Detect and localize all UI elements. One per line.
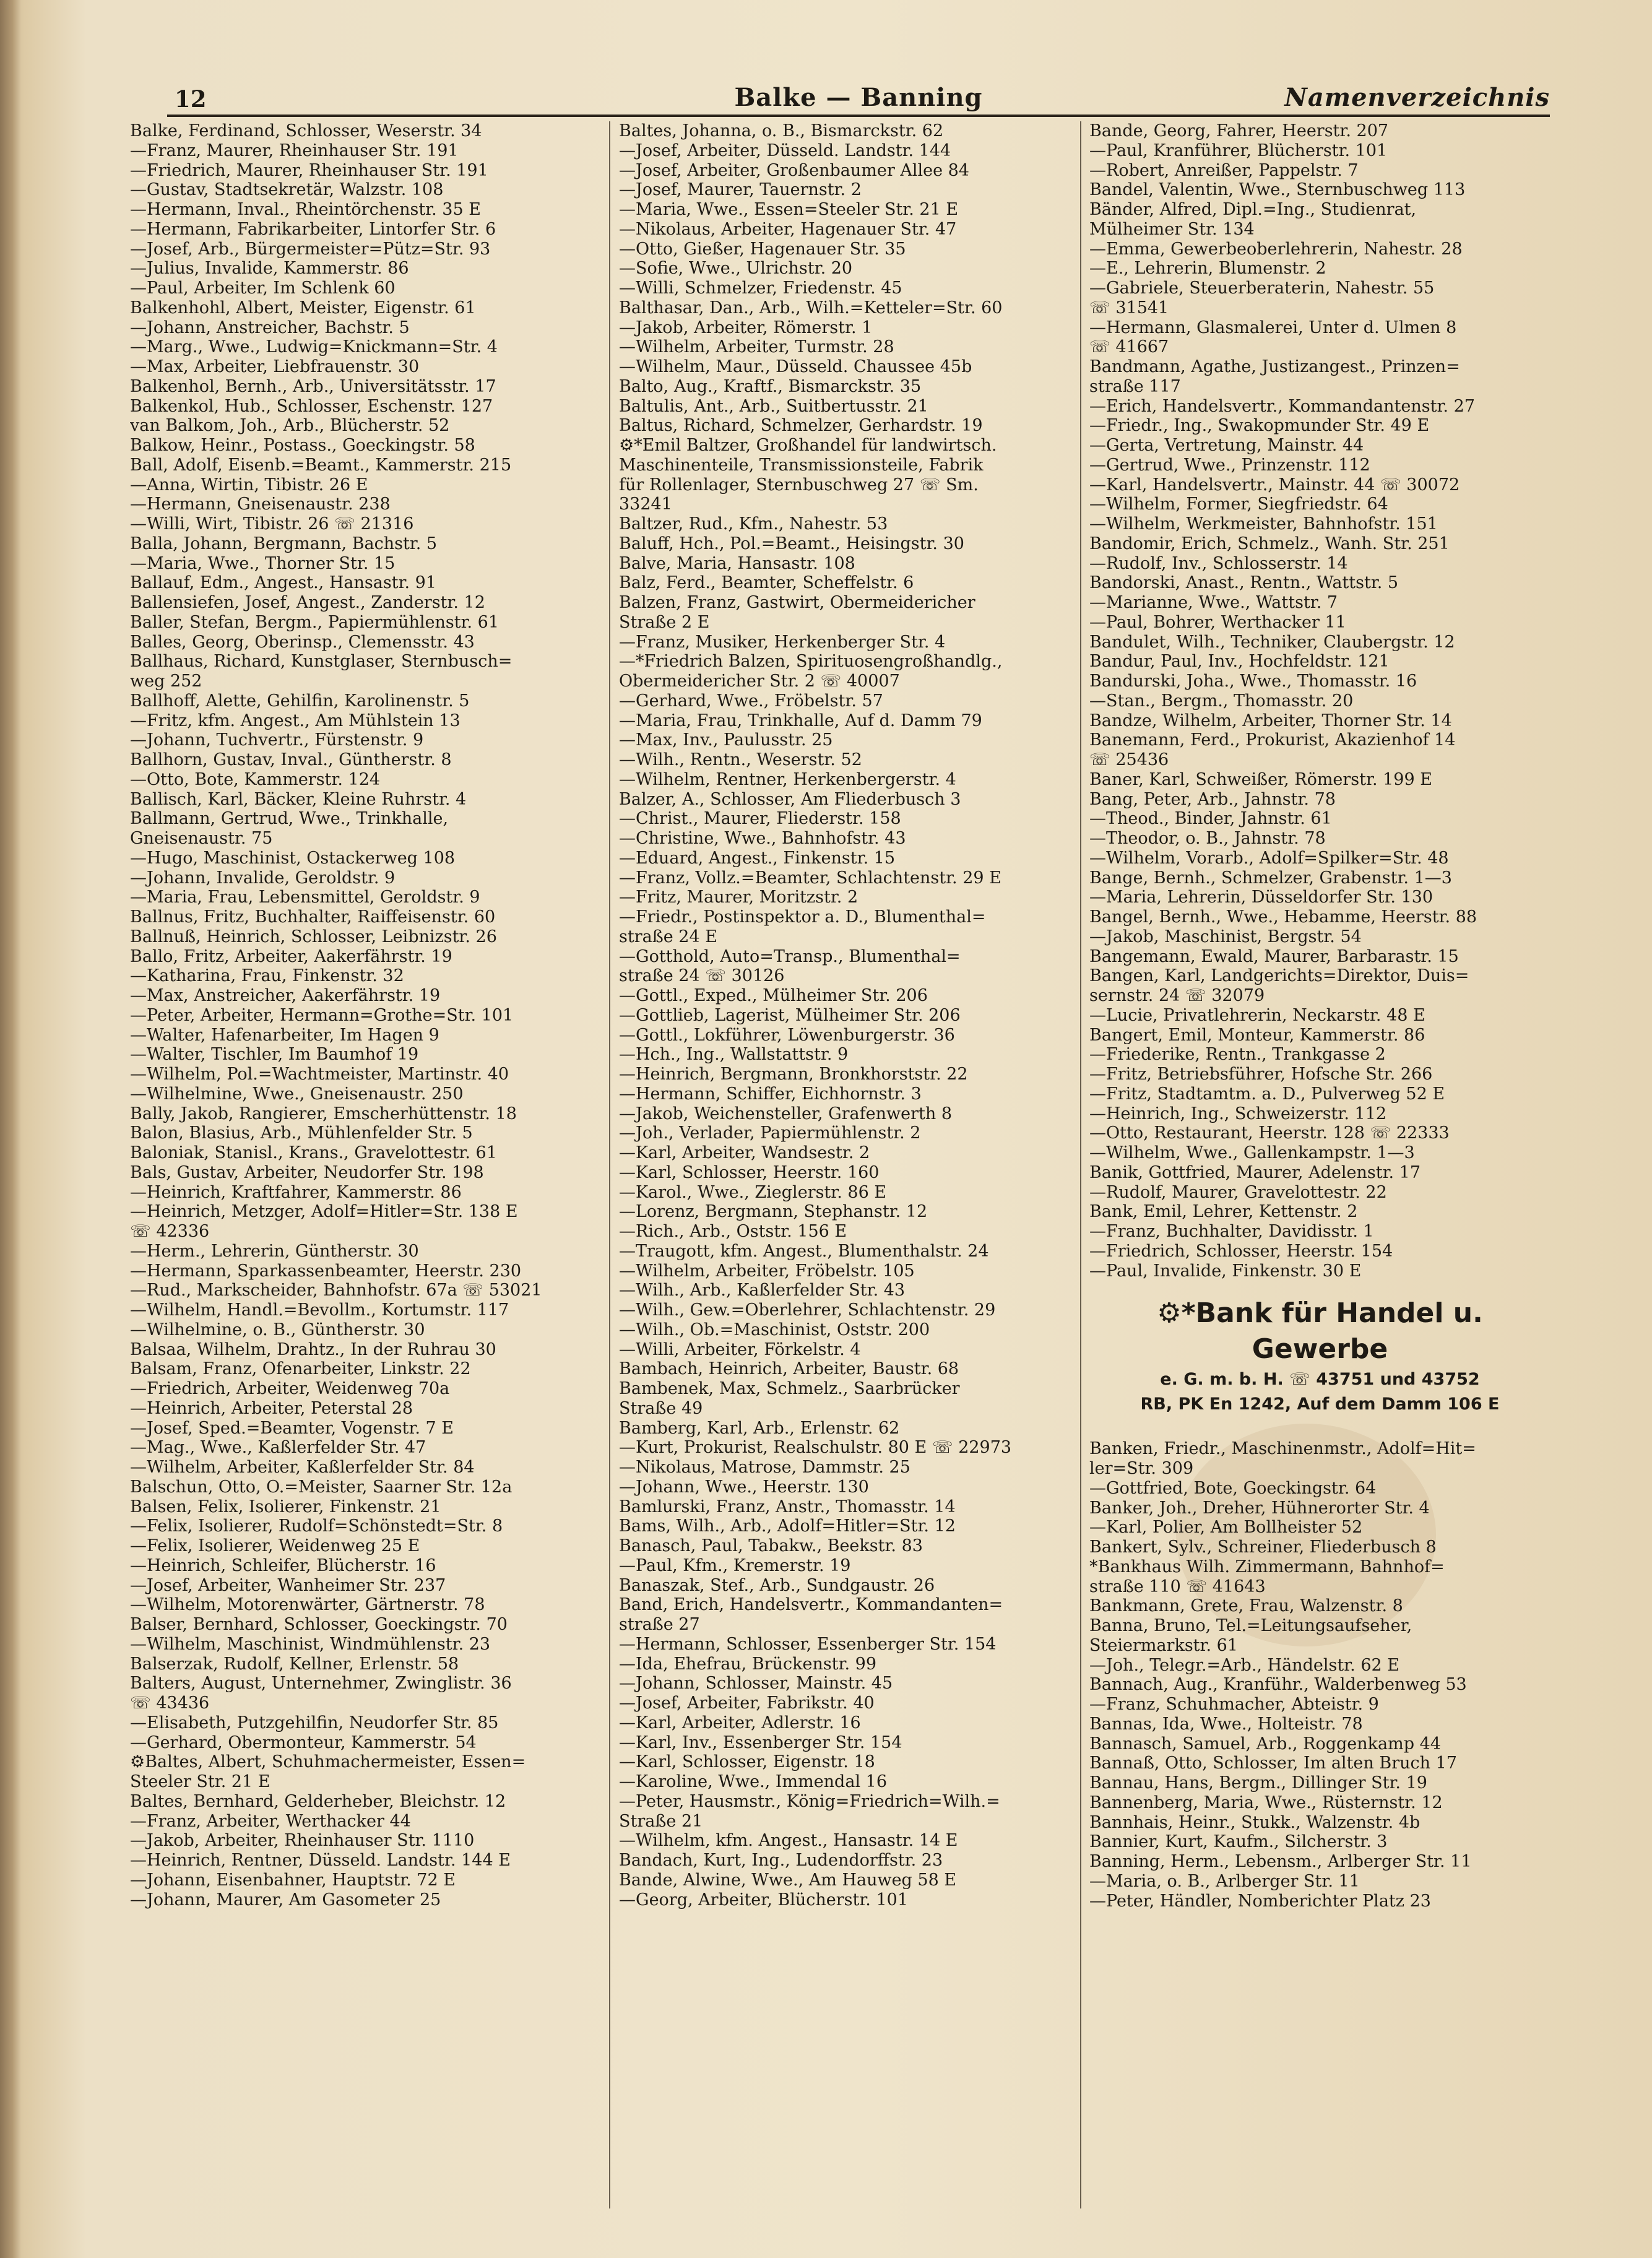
directory-entry: Banik, Gottfried, Maurer, Adelenstr. 17 bbox=[1089, 1162, 1421, 1182]
directory-entry: straße 117 bbox=[1089, 376, 1181, 396]
directory-entry: Balzer, A., Schlosser, Am Fliederbusch 3 bbox=[619, 789, 961, 809]
directory-entry: Bannau, Hans, Bergm., Dillinger Str. 19 bbox=[1089, 1773, 1427, 1793]
column-divider bbox=[1080, 121, 1081, 2208]
directory-entry: —Gottl., Exped., Mülheimer Str. 206 bbox=[619, 986, 928, 1005]
directory-entry: Ballhaus, Richard, Kunstglaser, Sternbusch= bbox=[130, 652, 512, 672]
directory-entry: —Wilhelm, Rentner, Herkenbergerstr. 4 bbox=[619, 769, 956, 789]
directory-entry: Ballmann, Gertrud, Wwe., Trinkhalle, bbox=[130, 809, 449, 829]
directory-entry: Baltes, Johanna, o. B., Bismarckstr. 62 bbox=[619, 121, 944, 141]
directory-entry: —Johann, Anstreicher, Bachstr. 5 bbox=[130, 318, 410, 337]
directory-entry: —Karoline, Wwe., Immendal 16 bbox=[619, 1772, 888, 1791]
directory-entry: —Peter, Hausmstr., König=Friedrich=Wilh.= bbox=[619, 1791, 1000, 1811]
directory-entry: —Georg, Arbeiter, Blücherstr. 101 bbox=[619, 1890, 909, 1910]
directory-entry: —Wilhelm, Maschinist, Windmühlenstr. 23 bbox=[130, 1634, 491, 1654]
directory-entry: —Franz, Musiker, Herkenberger Str. 4 bbox=[619, 632, 946, 652]
directory-entry: —Wilhelm, Arbeiter, Fröbelstr. 105 bbox=[619, 1261, 915, 1281]
directory-entry: —*Friedrich Balzen, Spirituosengroßhandlg., bbox=[619, 652, 1003, 672]
directory-entry: —Friedrich, Maurer, Rheinhauser Str. 191 bbox=[130, 160, 488, 180]
directory-entry: —Maria, Frau, Trinkhalle, Auf d. Damm 79 bbox=[619, 711, 982, 730]
directory-entry: straße 24 ☏ 30126 bbox=[619, 966, 785, 986]
directory-entry: Bande, Alwine, Wwe., Am Hauweg 58 E bbox=[619, 1870, 957, 1890]
directory-entry: Bange, Bernh., Schmelzer, Grabenstr. 1—3 bbox=[1089, 868, 1452, 888]
directory-entry: —Heinrich, Arbeiter, Peterstal 28 bbox=[130, 1398, 413, 1418]
directory-entry: —Hermann, Inval., Rheintörchenstr. 35 E bbox=[130, 200, 481, 219]
directory-entry: Bambach, Heinrich, Arbeiter, Baustr. 68 bbox=[619, 1359, 959, 1379]
directory-entry: Baluff, Hch., Pol.=Beamt., Heisingstr. 30 bbox=[619, 534, 964, 553]
directory-entry: Baller, Stefan, Bergm., Papiermühlenstr. 61 bbox=[130, 612, 499, 632]
directory-entry: Balserzak, Rudolf, Kellner, Erlenstr. 58 bbox=[130, 1654, 459, 1674]
directory-entry: —Jakob, Maschinist, Bergstr. 54 bbox=[1089, 927, 1362, 946]
directory-entry: —Wilh., Rentn., Weserstr. 52 bbox=[619, 750, 862, 769]
directory-entry: Bams, Wilh., Arb., Adolf=Hitler=Str. 12 bbox=[619, 1516, 956, 1536]
directory-entry: —Karl, Schlosser, Eigenstr. 18 bbox=[619, 1752, 875, 1772]
directory-entry: —Wilhelm, Wwe., Gallenkampstr. 1—3 bbox=[1089, 1143, 1415, 1162]
directory-entry: Bannasch, Samuel, Arb., Roggenkamp 44 bbox=[1089, 1734, 1441, 1754]
directory-entry: —Gottl., Lokführer, Löwenburgerstr. 36 bbox=[619, 1025, 955, 1045]
directory-entry: —Josef, Maurer, Tauernstr. 2 bbox=[619, 180, 862, 200]
page-binding-edge bbox=[0, 0, 21, 2258]
directory-entry: Bannier, Kurt, Kaufm., Silcherstr. 3 bbox=[1089, 1832, 1388, 1852]
directory-entry: —Karl, Schlosser, Heerstr. 160 bbox=[619, 1162, 880, 1182]
directory-entry: —Josef, Arbeiter, Wanheimer Str. 237 bbox=[130, 1575, 446, 1595]
header-rule bbox=[167, 115, 1550, 117]
directory-entry: —Paul, Arbeiter, Im Schlenk 60 bbox=[130, 279, 396, 298]
directory-entry: ☏ 42336 bbox=[130, 1222, 210, 1241]
directory-entry: —Gottfried, Bote, Goeckingstr. 64 bbox=[1089, 1478, 1377, 1498]
directory-entry: Steiermarkstr. 61 bbox=[1089, 1635, 1238, 1655]
directory-entry: Balters, August, Unternehmer, Zwinglistr. 36 bbox=[130, 1674, 512, 1694]
bank-advertisement bbox=[1089, 1292, 1550, 1425]
directory-entry: —Friederike, Rentn., Trankgasse 2 bbox=[1089, 1045, 1386, 1065]
directory-entry: —Wilhelm, Maur., Düsseld. Chaussee 45b bbox=[619, 357, 972, 376]
ad-line: e. G. m. b. H. ☏ 43751 und 43752 bbox=[1160, 1370, 1480, 1390]
directory-entry: —Joh., Verlader, Papiermühlenstr. 2 bbox=[619, 1123, 921, 1143]
directory-entry: für Rollenlager, Sternbuschweg 27 ☏ Sm. bbox=[619, 475, 979, 495]
directory-entry: Bannhais, Heinr., Stukk., Walzenstr. 4b bbox=[1089, 1812, 1421, 1832]
directory-entry: ☏ 25436 bbox=[1089, 750, 1169, 769]
directory-entry: —Karl, Arbeiter, Wandsestr. 2 bbox=[619, 1143, 870, 1162]
running-title: Balke — Banning bbox=[734, 83, 983, 112]
directory-entry: Banken, Friedr., Maschinenmstr., Adolf=Hit= bbox=[1089, 1439, 1476, 1459]
directory-entry: Straße 2 E bbox=[619, 612, 710, 632]
directory-entry: —Wilhelmine, o. B., Güntherstr. 30 bbox=[130, 1320, 425, 1339]
ad-title: ⚙*Bank für Handel u. Gewerbe bbox=[1157, 1297, 1483, 1365]
directory-entry: —Heinrich, Metzger, Adolf=Hitler=Str. 138 E bbox=[130, 1202, 518, 1222]
directory-entry: Bandel, Valentin, Wwe., Sternbuschweg 113 bbox=[1089, 180, 1466, 200]
column-divider bbox=[609, 121, 610, 2208]
directory-entry: —Fritz, Betriebsführer, Hofsche Str. 266 bbox=[1089, 1065, 1433, 1084]
directory-entry: —Franz, Schuhmacher, Abteistr. 9 bbox=[1089, 1695, 1379, 1714]
directory-entry: —Peter, Händler, Nomberichter Platz 23 bbox=[1089, 1891, 1431, 1911]
directory-entry: —Max, Inv., Paulusstr. 25 bbox=[619, 730, 833, 750]
directory-entry: —Wilhelm, Handl.=Bevollm., Kortumstr. 117 bbox=[130, 1300, 509, 1320]
directory-entry: Ballnus, Fritz, Buchhalter, Raiffeisenstr. 60 bbox=[130, 907, 496, 927]
directory-entry: ler=Str. 309 bbox=[1089, 1459, 1194, 1478]
directory-entry: —Josef, Arb., Bürgermeister=Pütz=Str. 93 bbox=[130, 239, 491, 259]
directory-entry: —Josef, Arbeiter, Düsseld. Landstr. 144 bbox=[619, 141, 951, 160]
directory-entry: —Gustav, Stadtsekretär, Walzstr. 108 bbox=[130, 180, 444, 200]
directory-entry: Ballo, Fritz, Arbeiter, Aakerfährstr. 19 bbox=[130, 946, 452, 966]
directory-entry: Balto, Aug., Kraftf., Bismarckstr. 35 bbox=[619, 376, 922, 396]
directory-entry: —Herm., Lehrerin, Güntherstr. 30 bbox=[130, 1241, 419, 1261]
directory-entry: —Friedr., Postinspektor a. D., Blumenthal= bbox=[619, 907, 986, 927]
directory-entry: Bande, Georg, Fahrer, Heerstr. 207 bbox=[1089, 121, 1389, 141]
directory-entry: —Otto, Bote, Kammerstr. 124 bbox=[130, 769, 381, 789]
directory-entry: —Heinrich, Rentner, Düsseld. Landstr. 144 E bbox=[130, 1851, 511, 1870]
directory-entry: —Wilhelm, Arbeiter, Kaßlerfelder Str. 84 bbox=[130, 1458, 475, 1477]
directory-entry: Bankert, Sylv., Schreiner, Fliederbusch 8 bbox=[1089, 1538, 1437, 1557]
directory-entry: Ballhoff, Alette, Gehilfin, Karolinenstr. 5 bbox=[130, 691, 470, 711]
page-number: 12 bbox=[175, 85, 207, 113]
directory-entry: —Max, Anstreicher, Aakerfährstr. 19 bbox=[130, 986, 441, 1005]
directory-entry: —Franz, Maurer, Rheinhauser Str. 191 bbox=[130, 141, 459, 160]
directory-entry: —Johann, Tuchvertr., Fürstenstr. 9 bbox=[130, 730, 424, 750]
directory-entry: sernstr. 24 ☏ 32079 bbox=[1089, 986, 1265, 1005]
directory-entry: Straße 49 bbox=[619, 1398, 703, 1418]
directory-entry: —Wilhelm, Pol.=Wachtmeister, Martinstr. 40 bbox=[130, 1065, 509, 1084]
directory-entry: —Christ., Maurer, Fliederstr. 158 bbox=[619, 809, 901, 829]
directory-entry: Bandomir, Erich, Schmelz., Wanh. Str. 251 bbox=[1089, 534, 1450, 553]
column-2 bbox=[619, 121, 1080, 2221]
directory-entry: Balsen, Felix, Isolierer, Finkenstr. 21 bbox=[130, 1497, 441, 1516]
directory-entry: Balser, Bernhard, Schlosser, Goeckingstr. 70 bbox=[130, 1615, 508, 1634]
directory-entry: Bannaß, Otto, Schlosser, Im alten Bruch 17 bbox=[1089, 1754, 1457, 1773]
directory-entry: —Josef, Sped.=Beamter, Vogenstr. 7 E bbox=[130, 1418, 454, 1438]
directory-entry: —Wilhelm, Arbeiter, Turmstr. 28 bbox=[619, 337, 894, 357]
directory-entry: —Lorenz, Bergmann, Stephanstr. 12 bbox=[619, 1202, 928, 1222]
directory-entry: Bangen, Karl, Landgerichts=Direktor, Duis= bbox=[1089, 966, 1469, 986]
directory-entry: Balkenhol, Bernh., Arb., Universitätsstr. 17 bbox=[130, 376, 496, 396]
directory-entry: —Julius, Invalide, Kammerstr. 86 bbox=[130, 259, 409, 279]
directory-entry: —Maria, Wwe., Essen=Steeler Str. 21 E bbox=[619, 200, 959, 219]
directory-entry: —Lucie, Privatlehrerin, Neckarstr. 48 E bbox=[1089, 1005, 1425, 1025]
directory-entry: Ball, Adolf, Eisenb.=Beamt., Kammerstr. 215 bbox=[130, 455, 512, 475]
directory-entry: —Christine, Wwe., Bahnhofstr. 43 bbox=[619, 829, 906, 848]
directory-entry: —Hermann, Glasmalerei, Unter d. Ulmen 8 bbox=[1089, 318, 1457, 337]
directory-entry: Balles, Georg, Oberinsp., Clemensstr. 43 bbox=[130, 632, 475, 652]
directory-entry: Ballensiefen, Josef, Angest., Zanderstr. 12 bbox=[130, 593, 485, 612]
directory-entry: —Mag., Wwe., Kaßlerfelder Str. 47 bbox=[130, 1438, 426, 1458]
directory-entry: Balsaa, Wilhelm, Drahtz., In der Ruhrau 30 bbox=[130, 1339, 496, 1359]
directory-entry: —Karol., Wwe., Zieglerstr. 86 E bbox=[619, 1182, 887, 1202]
directory-entry: —Otto, Gießer, Hagenauer Str. 35 bbox=[619, 239, 906, 259]
directory-entry: —Wilh., Arb., Kaßlerfelder Str. 43 bbox=[619, 1281, 906, 1300]
directory-entry: —Fritz, kfm. Angest., Am Mühlstein 13 bbox=[130, 711, 461, 730]
directory-entry: Bangemann, Ewald, Maurer, Barbarastr. 15 bbox=[1089, 946, 1459, 966]
directory-entry: —Wilhelm, Former, Siegfriedstr. 64 bbox=[1089, 495, 1388, 514]
directory-entry: Bannas, Ida, Wwe., Holteistr. 78 bbox=[1089, 1714, 1363, 1734]
directory-entry: Bandorski, Anast., Rentn., Wattstr. 5 bbox=[1089, 573, 1399, 593]
directory-entry: —Willi, Arbeiter, Förkelstr. 4 bbox=[619, 1339, 861, 1359]
directory-entry: Baner, Karl, Schweißer, Römerstr. 199 E bbox=[1089, 769, 1432, 789]
directory-entry: ⚙*Emil Baltzer, Großhandel für landwirtsch. bbox=[619, 436, 997, 455]
directory-entry: —Otto, Restaurant, Heerstr. 128 ☏ 22333 bbox=[1089, 1123, 1450, 1143]
directory-entry: —Gertrud, Wwe., Prinzenstr. 112 bbox=[1089, 455, 1370, 475]
directory-entry: —Rudolf, Inv., Schlosserstr. 14 bbox=[1089, 553, 1348, 573]
directory-entry: —Johann, Invalide, Geroldstr. 9 bbox=[130, 868, 396, 888]
ad-line: RB, PK En 1242, Auf dem Damm 106 E bbox=[1140, 1395, 1500, 1414]
directory-entry: —Paul, Invalide, Finkenstr. 30 E bbox=[1089, 1261, 1362, 1281]
directory-entry: Bank, Emil, Lehrer, Kettenstr. 2 bbox=[1089, 1202, 1358, 1222]
directory-entry: —Stan., Bergm., Thomasstr. 20 bbox=[1089, 691, 1354, 711]
directory-entry: —Ida, Ehefrau, Brückenstr. 99 bbox=[619, 1654, 876, 1674]
directory-entry: —Marg., Wwe., Ludwig=Knickmann=Str. 4 bbox=[130, 337, 498, 357]
directory-entry: —Hch., Ing., Wallstattstr. 9 bbox=[619, 1045, 849, 1065]
directory-entry: —Wilhelm, Motorenwärter, Gärtnerstr. 78 bbox=[130, 1595, 485, 1615]
directory-entry: Obermeidericher Str. 2 ☏ 40007 bbox=[619, 672, 900, 691]
directory-entry: —Heinrich, Schleifer, Blücherstr. 16 bbox=[130, 1555, 436, 1575]
directory-entry: —Wilhelmine, Wwe., Gneisenaustr. 250 bbox=[130, 1084, 464, 1104]
column-3 bbox=[1089, 121, 1550, 2221]
directory-entry: —Franz, Buchhalter, Davidisstr. 1 bbox=[1089, 1222, 1374, 1241]
directory-entry: Baloniak, Stanisl., Krans., Gravelottestr. 61 bbox=[130, 1143, 497, 1162]
directory-entry: ☏ 31541 bbox=[1089, 298, 1169, 318]
directory-entry: ☏ 43436 bbox=[130, 1694, 210, 1713]
directory-entry: —Rich., Arb., Oststr. 156 E bbox=[619, 1222, 847, 1241]
directory-entry: Bandulet, Wilh., Techniker, Claubergstr. 12 bbox=[1089, 632, 1455, 652]
directory-entry: Balthasar, Dan., Arb., Wilh.=Ketteler=Str. 60 bbox=[619, 298, 1003, 318]
section-title: Namenverzeichnis bbox=[1284, 83, 1550, 112]
directory-entry: —Eduard, Angest., Finkenstr. 15 bbox=[619, 848, 896, 868]
directory-entry: —Maria, Frau, Lebensmittel, Geroldstr. 9 bbox=[130, 888, 480, 907]
directory-entry: —Gerhard, Obermonteur, Kammerstr. 54 bbox=[130, 1732, 477, 1752]
directory-entry: *Bankhaus Wilh. Zimmermann, Bahnhof= bbox=[1089, 1557, 1445, 1577]
directory-entry: Mülheimer Str. 134 bbox=[1089, 219, 1255, 239]
directory-entry: ☏ 41667 bbox=[1089, 337, 1169, 357]
directory-entry: Bals, Gustav, Arbeiter, Neudorfer Str. 198 bbox=[130, 1162, 484, 1182]
directory-entry: Bannach, Aug., Kranführ., Walderbenweg 53 bbox=[1089, 1675, 1467, 1695]
directory-entry: —Kurt, Prokurist, Realschulstr. 80 E ☏ 22973 bbox=[619, 1438, 1012, 1458]
directory-entry: Balkenhohl, Albert, Meister, Eigenstr. 61 bbox=[130, 298, 476, 318]
directory-entry: Ballhorn, Gustav, Inval., Güntherstr. 8 bbox=[130, 750, 452, 769]
directory-entry: —Nikolaus, Arbeiter, Hagenauer Str. 47 bbox=[619, 219, 957, 239]
directory-entry: —E., Lehrerin, Blumenstr. 2 bbox=[1089, 259, 1326, 279]
directory-entry: Bambenek, Max, Schmelz., Saarbrücker bbox=[619, 1379, 960, 1398]
directory-entry: Banning, Herm., Lebensm., Arlberger Str. 11 bbox=[1089, 1852, 1472, 1871]
directory-entry: Bandur, Paul, Inv., Hochfeldstr. 121 bbox=[1089, 652, 1390, 672]
directory-entry: Bankmann, Grete, Frau, Walzenstr. 8 bbox=[1089, 1596, 1403, 1616]
directory-entry: —Willi, Schmelzer, Friedenstr. 45 bbox=[619, 279, 902, 298]
directory-entry: Balon, Blasius, Arb., Mühlenfelder Str. 5 bbox=[130, 1123, 473, 1143]
directory-entry: —Johann, Schlosser, Mainstr. 45 bbox=[619, 1674, 893, 1694]
directory-entry: Balla, Johann, Bergmann, Bachstr. 5 bbox=[130, 534, 438, 553]
directory-entry: —Willi, Wirt, Tibistr. 26 ☏ 21316 bbox=[130, 514, 414, 534]
directory-entry: —Heinrich, Bergmann, Bronkhorststr. 22 bbox=[619, 1065, 968, 1084]
directory-entry: Ballisch, Karl, Bäcker, Kleine Ruhrstr. 4 bbox=[130, 789, 467, 809]
directory-entry: —Jakob, Arbeiter, Rheinhauser Str. 1110 bbox=[130, 1831, 475, 1851]
directory-entry: —Rud., Markscheider, Bahnhofstr. 67a ☏ 53021 bbox=[130, 1281, 542, 1300]
directory-entry: Banker, Joh., Dreher, Hühnerorter Str. 4 bbox=[1089, 1498, 1430, 1518]
directory-entry: —Karl, Inv., Essenberger Str. 154 bbox=[619, 1732, 902, 1752]
directory-entry: —Fritz, Maurer, Moritzstr. 2 bbox=[619, 888, 858, 907]
directory-entry: Bamberg, Karl, Arb., Erlenstr. 62 bbox=[619, 1418, 900, 1438]
directory-entry: Bang, Peter, Arb., Jahnstr. 78 bbox=[1089, 789, 1336, 809]
directory-entry: —Hermann, Gneisenaustr. 238 bbox=[130, 495, 391, 514]
directory-entry: Banaszak, Stef., Arb., Sundgaustr. 26 bbox=[619, 1575, 935, 1595]
directory-entry: —Walter, Tischler, Im Baumhof 19 bbox=[130, 1045, 419, 1065]
directory-entry: Baltus, Richard, Schmelzer, Gerhardstr. 19 bbox=[619, 416, 983, 436]
directory-entry: —Karl, Polier, Am Bollheister 52 bbox=[1089, 1518, 1363, 1538]
directory-entry: —Heinrich, Ing., Schweizerstr. 112 bbox=[1089, 1104, 1387, 1123]
directory-entry: Bandze, Wilhelm, Arbeiter, Thorner Str. 14 bbox=[1089, 711, 1452, 730]
directory-entry: —Walter, Hafenarbeiter, Im Hagen 9 bbox=[130, 1025, 439, 1045]
directory-entry: —Gottlieb, Lagerist, Mülheimer Str. 206 bbox=[619, 1005, 961, 1025]
directory-entry: —Hermann, Sparkassenbeamter, Heerstr. 230 bbox=[130, 1261, 522, 1281]
directory-entry: Bannenberg, Maria, Wwe., Rüsternstr. 12 bbox=[1089, 1793, 1443, 1812]
directory-entry: —Emma, Gewerbeoberlehrerin, Nahestr. 28 bbox=[1089, 239, 1463, 259]
directory-entry: —Heinrich, Kraftfahrer, Kammerstr. 86 bbox=[130, 1182, 462, 1202]
directory-entry: Band, Erich, Handelsvertr., Kommandanten= bbox=[619, 1595, 1003, 1615]
directory-entry: —Wilhelm, kfm. Angest., Hansastr. 14 E bbox=[619, 1831, 958, 1851]
directory-entry: Bänder, Alfred, Dipl.=Ing., Studienrat, bbox=[1089, 200, 1417, 219]
directory-entry: —Jakob, Weichensteller, Grafenwerth 8 bbox=[619, 1104, 952, 1123]
directory-entry: Balke, Ferdinand, Schlosser, Weserstr. 34 bbox=[130, 121, 482, 141]
directory-entry: —Gabriele, Steuerberaterin, Nahestr. 55 bbox=[1089, 279, 1435, 298]
directory-entry: —Karl, Handelsvertr., Mainstr. 44 ☏ 30072 bbox=[1089, 475, 1460, 495]
directory-entry: Balkenkol, Hub., Schlosser, Eschenstr. 127 bbox=[130, 396, 493, 416]
directory-entry: Gneisenaustr. 75 bbox=[130, 829, 273, 848]
directory-entry: —Nikolaus, Matrose, Dammstr. 25 bbox=[619, 1458, 910, 1477]
directory-entry: —Hermann, Fabrikarbeiter, Lintorfer Str. 6 bbox=[130, 219, 496, 239]
directory-entry: Balz, Ferd., Beamter, Scheffelstr. 6 bbox=[619, 573, 914, 593]
directory-entry: Baltulis, Ant., Arb., Suitbertusstr. 21 bbox=[619, 396, 928, 416]
directory-entry: Bangel, Bernh., Wwe., Hebamme, Heerstr. 88 bbox=[1089, 907, 1477, 927]
directory-entry: —Theodor, o. B., Jahnstr. 78 bbox=[1089, 829, 1326, 848]
directory-entry: —Felix, Isolierer, Rudolf=Schönstedt=Str. 8 bbox=[130, 1516, 503, 1536]
directory-entry: —Paul, Bohrer, Werthacker 11 bbox=[1089, 612, 1346, 632]
directory-entry: Balschun, Otto, O.=Meister, Saarner Str. 12a bbox=[130, 1477, 512, 1497]
directory-entry: —Friedr., Ing., Swakopmunder Str. 49 E bbox=[1089, 416, 1430, 436]
directory-entry: —Karl, Arbeiter, Adlerstr. 16 bbox=[619, 1713, 861, 1732]
directory-entry: Straße 21 bbox=[619, 1811, 703, 1831]
directory-entry: —Josef, Arbeiter, Großenbaumer Allee 84 bbox=[619, 160, 969, 180]
directory-entry: —Marianne, Wwe., Wattstr. 7 bbox=[1089, 593, 1338, 612]
directory-entry: Bamlurski, Franz, Anstr., Thomasstr. 14 bbox=[619, 1497, 956, 1516]
directory-entry: —Hermann, Schiffer, Eichhornstr. 3 bbox=[619, 1084, 922, 1104]
directory-entry: —Theod., Binder, Jahnstr. 61 bbox=[1089, 809, 1332, 829]
directory-entry: —Johann, Wwe., Heerstr. 130 bbox=[619, 1477, 869, 1497]
directory-entry: straße 24 E bbox=[619, 927, 717, 946]
directory-entry: Bandmann, Agathe, Justizangest., Prinzen= bbox=[1089, 357, 1460, 376]
directory-entry: —Friedrich, Schlosser, Heerstr. 154 bbox=[1089, 1241, 1393, 1261]
directory-entry: —Johann, Maurer, Am Gasometer 25 bbox=[130, 1890, 441, 1910]
directory-entry: Steeler Str. 21 E bbox=[130, 1772, 270, 1791]
page-header bbox=[167, 79, 1550, 118]
directory-entry: Banemann, Ferd., Prokurist, Akazienhof 14 bbox=[1089, 730, 1456, 750]
directory-entry: —Josef, Arbeiter, Fabrikstr. 40 bbox=[619, 1694, 875, 1713]
directory-entry: —Traugott, kfm. Angest., Blumenthalstr. 24 bbox=[619, 1241, 989, 1261]
directory-entry: Bangert, Emil, Monteur, Kammerstr. 86 bbox=[1089, 1025, 1425, 1045]
directory-entry: Bandurski, Joha., Wwe., Thomasstr. 16 bbox=[1089, 672, 1417, 691]
directory-entry: —Anna, Wirtin, Tibistr. 26 E bbox=[130, 475, 368, 495]
directory-entry: Banna, Bruno, Tel.=Leitungsaufseher, bbox=[1089, 1616, 1412, 1635]
directory-entry: —Wilh., Ob.=Maschinist, Oststr. 200 bbox=[619, 1320, 930, 1339]
directory-entry: Baltes, Bernhard, Gelderheber, Bleichstr. 12 bbox=[130, 1791, 506, 1811]
directory-entry: —Gerhard, Wwe., Fröbelstr. 57 bbox=[619, 691, 883, 711]
directory-entry: —Maria, o. B., Arlberger Str. 11 bbox=[1089, 1871, 1360, 1891]
directory-entry: —Maria, Lehrerin, Düsseldorfer Str. 130 bbox=[1089, 888, 1434, 907]
directory-entry: van Balkom, Joh., Arb., Blücherstr. 52 bbox=[130, 416, 450, 436]
directory-entry: —Franz, Vollz.=Beamter, Schlachtenstr. 29 E bbox=[619, 868, 1001, 888]
directory-entry: Ballauf, Edm., Angest., Hansastr. 91 bbox=[130, 573, 436, 593]
directory-entry: —Wilhelm, Vorarb., Adolf=Spilker=Str. 48 bbox=[1089, 848, 1449, 868]
directory-entry: —Wilhelm, Werkmeister, Bahnhofstr. 151 bbox=[1089, 514, 1438, 534]
directory-entry: weg 252 bbox=[130, 672, 202, 691]
directory-entry: —Gotthold, Auto=Transp., Blumenthal= bbox=[619, 946, 961, 966]
directory-entry: —Hermann, Schlosser, Essenberger Str. 154 bbox=[619, 1634, 997, 1654]
directory-entry: —Wilh., Gew.=Oberlehrer, Schlachtenstr. 29 bbox=[619, 1300, 996, 1320]
directory-entry: Balzen, Franz, Gastwirt, Obermeidericher bbox=[619, 593, 975, 612]
directory-entry: Ballnuß, Heinrich, Schlosser, Leibnizstr. 26 bbox=[130, 927, 497, 946]
directory-entry: Balkow, Heinr., Postass., Goeckingstr. 58 bbox=[130, 436, 475, 455]
directory-entry: Balsam, Franz, Ofenarbeiter, Linkstr. 22 bbox=[130, 1359, 471, 1379]
directory-entry: —Katharina, Frau, Finkenstr. 32 bbox=[130, 966, 404, 986]
directory-entry: 33241 bbox=[619, 495, 672, 514]
directory-entry: —Rudolf, Maurer, Gravelottestr. 22 bbox=[1089, 1182, 1387, 1202]
directory-entry: Maschinenteile, Transmissionsteile, Fabrik bbox=[619, 455, 984, 475]
directory-entry: —Felix, Isolierer, Weidenweg 25 E bbox=[130, 1536, 420, 1555]
directory-entry: —Maria, Wwe., Thorner Str. 15 bbox=[130, 553, 396, 573]
directory-entry: —Friedrich, Arbeiter, Weidenweg 70a bbox=[130, 1379, 450, 1398]
directory-entry: —Fritz, Stadtamtm. a. D., Pulverweg 52 E bbox=[1089, 1084, 1445, 1104]
directory-entry: Bandach, Kurt, Ing., Ludendorffstr. 23 bbox=[619, 1851, 943, 1870]
directory-entry: —Robert, Anreißer, Pappelstr. 7 bbox=[1089, 160, 1359, 180]
directory-entry: —Peter, Arbeiter, Hermann=Grothe=Str. 101 bbox=[130, 1005, 514, 1025]
directory-entry: —Gerta, Vertretung, Mainstr. 44 bbox=[1089, 436, 1364, 455]
directory-entry: —Max, Arbeiter, Liebfrauenstr. 30 bbox=[130, 357, 420, 376]
directory-entry: —Erich, Handelsvertr., Kommandantenstr. 27 bbox=[1089, 396, 1475, 416]
directory-entry: —Elisabeth, Putzgehilfin, Neudorfer Str. 85 bbox=[130, 1713, 499, 1732]
directory-entry: Bally, Jakob, Rangierer, Emscherhüttenstr. 18 bbox=[130, 1104, 517, 1123]
directory-entry: straße 27 bbox=[619, 1615, 700, 1634]
directory-entry: —Sofie, Wwe., Ulrichstr. 20 bbox=[619, 259, 853, 279]
directory-entry: —Joh., Telegr.=Arb., Händelstr. 62 E bbox=[1089, 1655, 1399, 1675]
directory-entry: —Johann, Eisenbahner, Hauptstr. 72 E bbox=[130, 1870, 456, 1890]
directory-entry: straße 110 ☏ 41643 bbox=[1089, 1577, 1266, 1596]
directory-entry: Baltzer, Rud., Kfm., Nahestr. 53 bbox=[619, 514, 888, 534]
directory-entry: —Paul, Kfm., Kremerstr. 19 bbox=[619, 1555, 851, 1575]
directory-entry: Banasch, Paul, Tabakw., Beekstr. 83 bbox=[619, 1536, 923, 1555]
directory-entry: —Hugo, Maschinist, Ostackerweg 108 bbox=[130, 848, 456, 868]
directory-entry: ⚙Baltes, Albert, Schuhmachermeister, Essen= bbox=[130, 1752, 526, 1772]
directory-entry: Balve, Maria, Hansastr. 108 bbox=[619, 553, 855, 573]
directory-entry: —Franz, Arbeiter, Werthacker 44 bbox=[130, 1811, 411, 1831]
directory-entry: —Paul, Kranführer, Blücherstr. 101 bbox=[1089, 141, 1388, 160]
column-1 bbox=[130, 121, 591, 2221]
directory-entry: —Jakob, Arbeiter, Römerstr. 1 bbox=[619, 318, 873, 337]
